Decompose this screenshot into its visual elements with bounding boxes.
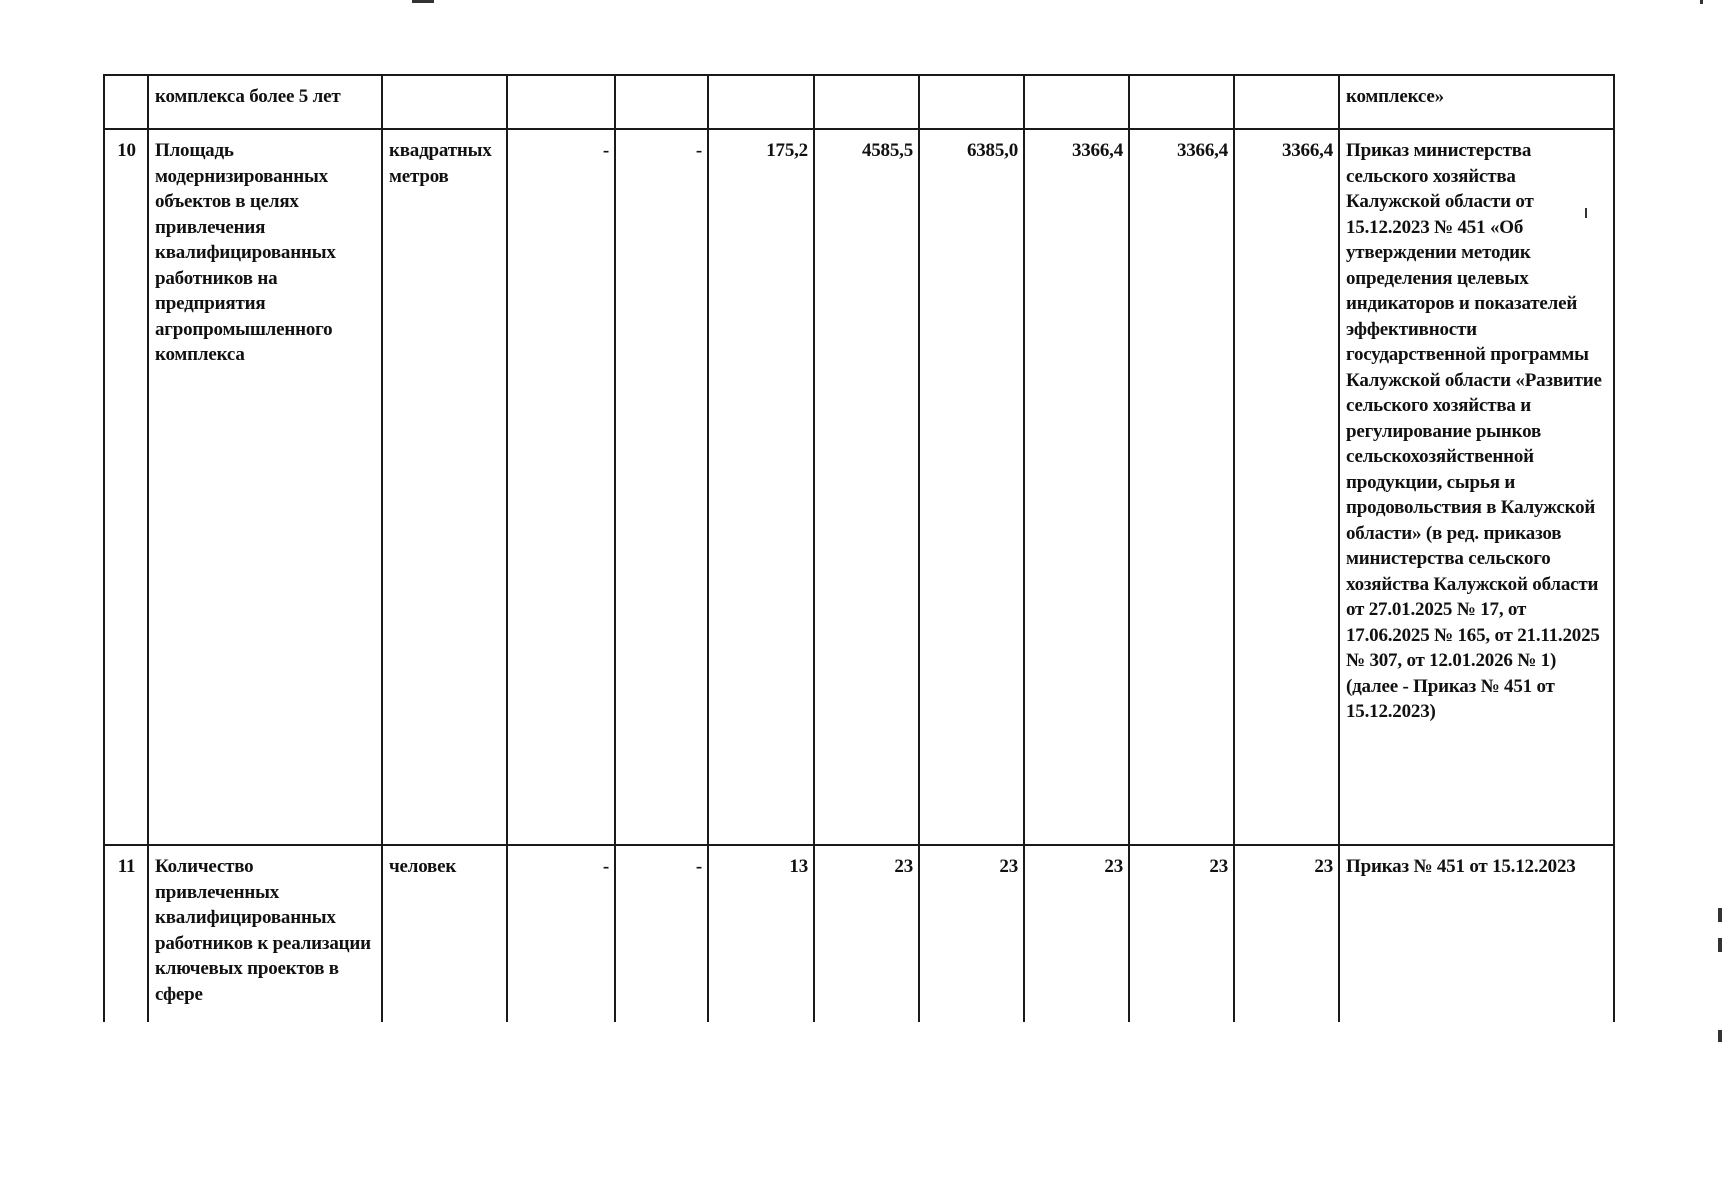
table-row (104, 845, 1614, 1022)
scan-artifact (1718, 908, 1722, 922)
source-cell: комплексе» (1339, 75, 1614, 129)
value-cell: 175,2 (708, 129, 814, 845)
value-cell (919, 75, 1024, 129)
indicator-name: Количество привлеченных квалифицированных работников к реализации ключевых проектов в сфере (148, 845, 382, 1022)
value-cell: 23 (1234, 845, 1339, 1022)
value-cell (1024, 75, 1129, 129)
unit-cell: квадратных метров (382, 129, 507, 845)
value-cell (507, 75, 615, 129)
value-cell: 13 (708, 845, 814, 1022)
scan-artifact (1585, 208, 1587, 218)
value-cell: - (507, 129, 615, 845)
indicator-name: Площадь модернизированных объектов в целях привлечения квалифицированных работников на предприятия агропромышленного комплекса (148, 129, 382, 845)
value-cell: 3366,4 (1129, 129, 1234, 845)
value-cell (708, 75, 814, 129)
scan-artifact (1718, 938, 1722, 952)
scan-artifact (412, 0, 434, 3)
value-cell: - (615, 845, 708, 1022)
value-cell: - (615, 129, 708, 845)
value-cell (814, 75, 919, 129)
source-cell: Приказ № 451 от 15.12.2023 (1339, 845, 1614, 1022)
table-row (104, 75, 1614, 129)
value-cell: 23 (1024, 845, 1129, 1022)
value-cell (615, 75, 708, 129)
value-cell: 23 (919, 845, 1024, 1022)
value-cell: 4585,5 (814, 129, 919, 845)
value-cell: - (507, 845, 615, 1022)
indicator-name: комплекса более 5 лет (148, 75, 382, 129)
value-cell: 23 (1129, 845, 1234, 1022)
source-cell: Приказ министерства сельского хозяйства Калужской области от 15.12.2023 № 451 «Об утверждении методик определения целевых индикаторов и показателей эффективности государственной программы Калужской области «Развитие сельского хозяйства и регулирование рынков сельскохозяйственной продукции, сырья и продовольствия в Калужской области» (в ред. приказов министерства сельского хозяйства Калужской области от 27.01.2025 № 17, от 17.06.2025 № 165, от 21.11.2025 № 307, от 12.01.2026 № 1) (далее - Приказ № 451 от 15.12.2023) (1339, 129, 1614, 845)
unit-cell: человек (382, 845, 507, 1022)
value-cell: 3366,4 (1234, 129, 1339, 845)
row-number: 11 (104, 845, 148, 1022)
value-cell (1234, 75, 1339, 129)
unit-cell (382, 75, 507, 129)
value-cell: 3366,4 (1024, 129, 1129, 845)
indicator-table (103, 74, 1615, 1022)
row-number (104, 75, 148, 129)
scan-artifact (1700, 0, 1703, 4)
table-row (104, 129, 1614, 845)
row-number: 10 (104, 129, 148, 845)
value-cell: 23 (814, 845, 919, 1022)
scan-artifact (1718, 1030, 1722, 1042)
value-cell (1129, 75, 1234, 129)
value-cell: 6385,0 (919, 129, 1024, 845)
